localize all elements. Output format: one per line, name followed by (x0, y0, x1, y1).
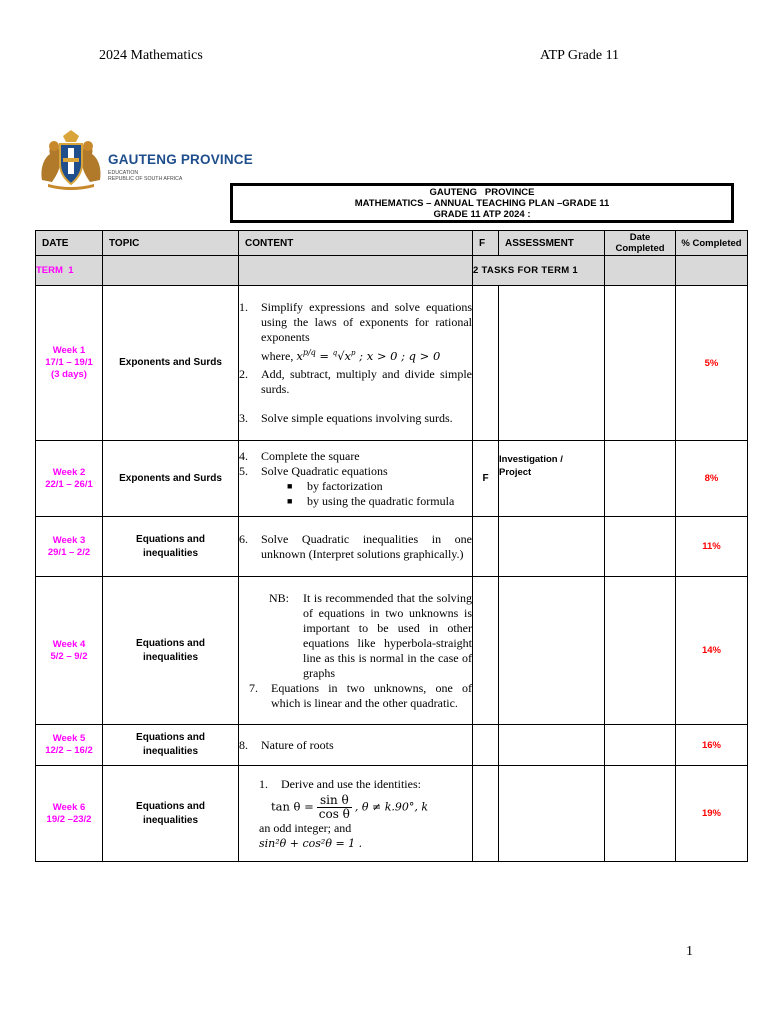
assessment-cell (499, 286, 605, 441)
header-left: 2024 Mathematics (99, 48, 203, 63)
week-cell (36, 441, 103, 517)
table-header-row (36, 231, 748, 256)
content-item-math (239, 345, 472, 364)
pct-cell: 19% (676, 766, 748, 862)
table-row (36, 577, 748, 725)
topic-text: Equations and inequalities (136, 800, 205, 826)
week-cell (36, 577, 103, 725)
assessment-cell (499, 517, 605, 577)
header-right: ATP Grade 11 (540, 48, 620, 63)
term-label: TERM 1 (36, 256, 103, 286)
page-number: 1 (686, 944, 693, 959)
week-label: Week 4 (52, 638, 86, 650)
header-date: DATE (36, 231, 103, 256)
identity-condition: , θ ≠ k.90°, k (354, 799, 429, 813)
pct-cell: 11% (676, 517, 748, 577)
item-text: Equations in two unknowns, one of which is linear and the other quadratic. (271, 680, 472, 710)
content-item-nb (269, 591, 472, 681)
week-cell (36, 517, 103, 577)
content-item (249, 681, 472, 711)
content-cell (239, 577, 473, 725)
bullet-item (239, 494, 472, 509)
pct-cell: 5% (676, 286, 748, 441)
term-content-cell (239, 256, 473, 286)
term-date-cell (605, 256, 676, 286)
assessment-cell (499, 577, 605, 725)
item-text: Derive and use the identities: (281, 776, 421, 791)
bullet-text: by factorization (307, 478, 383, 493)
title-line-3: GRADE 11 ATP 2024 : (433, 209, 531, 220)
odd-integer-text: an odd integer; and (259, 820, 352, 835)
item-number: 6. (239, 531, 248, 546)
week-label: Week 2 (52, 466, 86, 478)
sin-cos-fraction (317, 794, 352, 821)
topic-text: Equations and inequalities (136, 637, 205, 663)
tan-identity (259, 794, 472, 821)
content-item (239, 367, 472, 397)
assessment-text: Investigation / Project (499, 454, 563, 478)
logo-dept-text: EDUCATION (108, 170, 139, 176)
term-topic-cell (103, 256, 239, 286)
content-item (239, 738, 472, 753)
item-text: Simplify expressions and solve equations using the laws of exponents for rational exponents (261, 300, 472, 345)
content-item (259, 777, 472, 792)
topic-cell (103, 517, 239, 577)
date-completed-cell (605, 766, 676, 862)
header-assessment: ASSESSMENT (499, 231, 605, 256)
gauteng-logo (38, 128, 253, 190)
content-cell (239, 725, 473, 766)
item-text: Complete the square (261, 448, 360, 463)
teaching-plan-table (35, 230, 748, 862)
week-dates: 17/1 – 19/1 (45, 357, 93, 368)
f-cell: F (473, 441, 499, 517)
logo-province-name: GAUTENG PROVINCE (108, 152, 253, 167)
date-completed-cell (605, 517, 676, 577)
topic-cell (103, 766, 239, 862)
header-pct-completed: % Completed (676, 231, 748, 256)
bullet-icon: ■ (287, 495, 293, 506)
week-cell (36, 286, 103, 441)
week-cell (36, 725, 103, 766)
f-cell (473, 286, 499, 441)
week-dates: 12/2 – 16/2 (45, 745, 93, 756)
table-row (36, 517, 748, 577)
bullet-text: by using the quadratic formula (307, 493, 455, 508)
fraction-numerator: sin θ (317, 794, 352, 808)
fraction-denominator: cos θ (318, 806, 350, 821)
header-f: F (473, 231, 499, 256)
header-topic: TOPIC (103, 231, 239, 256)
week-label: Week 3 (52, 534, 86, 546)
tan-text: tan θ = (271, 798, 314, 813)
topic-cell (103, 725, 239, 766)
f-cell (473, 766, 499, 862)
item-number: 5. (239, 463, 248, 478)
content-item (239, 464, 472, 479)
topic-cell: Exponents and Surds (103, 286, 239, 441)
content-cell (239, 517, 473, 577)
item-text: Nature of roots (261, 737, 334, 752)
date-completed-cell (605, 286, 676, 441)
bullet-icon: ■ (287, 480, 293, 491)
term-pct-cell (676, 256, 748, 286)
item-text: Add, subtract, multiply and divide simple surds. (261, 366, 472, 396)
nb-text: It is recommended that the solving of equations in two unknowns is important to be used in other equations like hyperbola-straight line as this is normal in the case of graphs (303, 590, 472, 680)
bullet-item (239, 479, 472, 494)
topic-text: Equations and inequalities (136, 533, 205, 559)
content-cell (239, 286, 473, 441)
table-row (36, 441, 748, 517)
week-dates: 5/2 – 9/2 (50, 650, 88, 662)
topic-text: Equations and inequalities (136, 732, 205, 757)
coat-of-arms-icon (38, 128, 104, 190)
item-number: 7. (249, 680, 258, 695)
date-completed-cell (605, 725, 676, 766)
week-label: Week 1 (52, 345, 86, 356)
item-number: 8. (239, 737, 248, 752)
f-cell (473, 517, 499, 577)
item-number: 1. (239, 300, 248, 315)
pct-cell: 8% (676, 441, 748, 517)
week-dates: 22/1 – 26/1 (45, 478, 93, 490)
content-item (239, 532, 472, 562)
table-row (36, 766, 748, 862)
assessment-cell (499, 725, 605, 766)
item-text: Solve simple equations involving surds. (261, 410, 453, 425)
where-text: where, (261, 348, 294, 363)
item-number: 1. (259, 776, 268, 791)
item-text: Solve Quadratic equations (261, 463, 388, 478)
week-days: (3 days) (51, 369, 87, 380)
table-row (36, 725, 748, 766)
logo-department (108, 170, 182, 182)
pct-cell: 16% (676, 725, 748, 766)
week-dates: 29/1 – 2/2 (47, 546, 91, 558)
topic-cell (103, 577, 239, 725)
logo-country-text: REPUBLIC OF SOUTH AFRICA (108, 176, 183, 182)
header-content: CONTENT (239, 231, 473, 256)
header-date-completed: Date Completed (605, 231, 676, 256)
term-tasks-text: 2 TASKS FOR TERM 1 (473, 265, 578, 276)
pct-cell: 14% (676, 577, 748, 725)
item-text: Solve Quadratic inequalities in one unknown (Interpret solutions graphically.) (261, 531, 472, 561)
item-number: 3. (239, 410, 248, 425)
content-cell (239, 441, 473, 517)
title-box (230, 183, 734, 223)
content-cell (239, 766, 473, 862)
date-completed-cell (605, 441, 676, 517)
title-line-2: MATHEMATICS – ANNUAL TEACHING PLAN –GRADE 11 (354, 198, 610, 209)
week-dates: 19/2 –23/2 (46, 813, 92, 825)
content-item (239, 300, 472, 345)
f-cell (473, 577, 499, 725)
topic-cell: Exponents and Surds (103, 441, 239, 517)
week-label: Week 6 (52, 801, 86, 813)
f-cell (473, 725, 499, 766)
exponent-law-formula: $x^{p/q} = ^q√x^p$ ; x > 0 ; q > 0 (296, 348, 441, 363)
table-row (36, 286, 748, 441)
content-item (239, 411, 472, 426)
week-cell (36, 766, 103, 862)
nb-label: NB: (269, 590, 290, 605)
pythagorean-identity: sin²θ + cos²θ = 1 . (259, 836, 363, 850)
title-line-1: GAUTENG PROVINCE (429, 187, 535, 198)
term-tasks (473, 256, 605, 286)
date-completed-cell (605, 577, 676, 725)
item-number: 4. (239, 448, 248, 463)
content-item (239, 449, 472, 464)
item-number: 2. (239, 366, 248, 381)
week-label: Week 5 (52, 733, 86, 744)
term-row (36, 256, 748, 286)
assessment-cell (499, 766, 605, 862)
assessment-cell (499, 441, 605, 517)
